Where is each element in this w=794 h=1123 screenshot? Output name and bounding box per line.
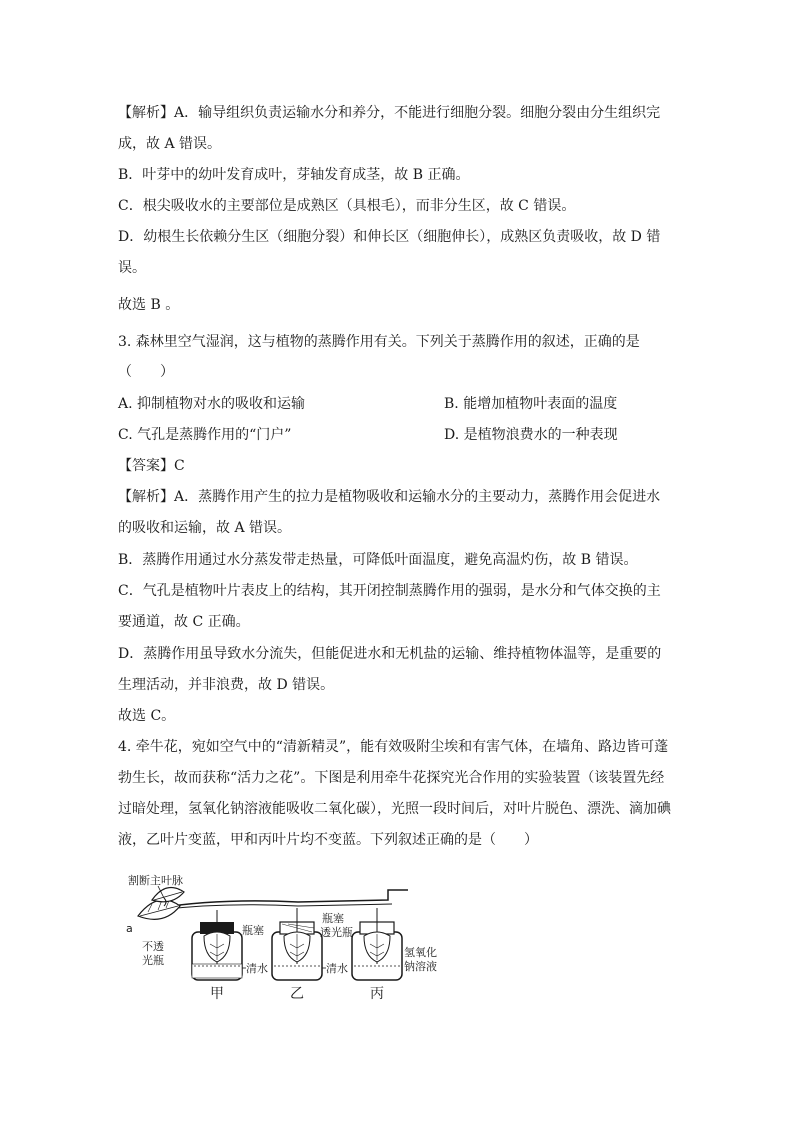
label-naoh-1: 氢氧化 [404, 946, 437, 959]
label-naoh-2: 钠溶液 [404, 960, 437, 973]
vine-stem-outline [158, 904, 392, 910]
q3-explanation-line-6: D．蒸腾作用虽导致水分流失，但能促进水和无机盐的运输、维持植物体温等，是重要的 [118, 646, 662, 662]
q3-explanation-line-1: 【解析】A．蒸腾作用产生的拉力是植物吸收和运输水分的主要动力，蒸腾作用会促进水 [118, 489, 661, 505]
q3-explanation-line-3: B．蒸腾作用通过水分蒸发带走热量，可降低叶面温度，避免高温灼伤，故 B 错误。 [118, 552, 638, 568]
q3-stem-line-2: （ ） [118, 364, 174, 380]
q3-conclusion: 故选 C。 [118, 708, 176, 724]
q3-explanation-line-5: 要通道，故 C 正确。 [118, 614, 250, 630]
q4-stem-line-4: 液，乙叶片变蓝，甲和丙叶片均不变蓝。下列叙述正确的是（ ） [118, 832, 538, 848]
label-transparent-jar: 透光瓶 [320, 926, 353, 939]
q2-explanation-line-1: 【解析】A．输导组织负责运输水分和养分，不能进行细胞分裂。细胞分裂由分生组织完 [118, 105, 661, 121]
q3-answer: 【答案】C [118, 458, 185, 474]
q3-explanation-line-7: 生理活动，并非浪费，故 D 错误。 [118, 677, 335, 693]
label-jia: 甲 [210, 986, 224, 1002]
q3-option-d: D. 是植物浪费水的一种表现 [444, 427, 618, 443]
q4-stem-line-1: 4. 牵牛花，宛如空气中的“清新精灵”，能有效吸附尘埃和有害气体，在墙角、路边皆可蓬 [118, 739, 669, 755]
label-water-1: 清水 [246, 962, 268, 975]
q4-stem-line-2: 勃生长，故而获称“活力之花”。下图是利用牵牛花探究光合作用的实验装置（该装置先经 [118, 770, 665, 786]
q2-explanation-line-2: 成，故 A 错误。 [118, 136, 222, 152]
q3-explanation-line-2: 的吸收和运输，故 A 错误。 [118, 520, 292, 536]
label-a: a [126, 922, 133, 935]
label-stopper-2: 瓶塞 [322, 912, 344, 925]
label-bing: 丙 [370, 986, 384, 1002]
jar-bing [352, 908, 402, 980]
q3-option-c: C. 气孔是蒸腾作用的“门户” [118, 427, 292, 443]
experiment-diagram [118, 870, 438, 1010]
q2-explanation-line-4: C．根尖吸收水的主要部位是成熟区（具根毛），而非分生区，故 C 错误。 [118, 198, 576, 214]
label-yi: 乙 [290, 986, 304, 1002]
label-cut-main-vein: 割断主叶脉 [128, 874, 183, 887]
label-stopper-1: 瓶塞 [242, 924, 264, 937]
q4-stem-line-3: 过暗处理，氢氧化钠溶液能吸收二氧化碳），光照一段时间后，对叶片脱色、漂洗、滴加碘 [118, 801, 671, 817]
label-opaque-2: 光瓶 [142, 954, 164, 967]
q2-explanation-line-3: B．叶芽中的幼叶发育成叶，芽轴发育成茎，故 B 正确。 [118, 167, 470, 183]
jar-jia [192, 910, 242, 980]
q2-conclusion: 故选 B 。 [118, 297, 180, 313]
label-water-2: 清水 [326, 962, 348, 975]
q2-explanation-line-5: D．幼根生长依赖分生区（细胞分裂）和伸长区（细胞伸长），成熟区负责吸收，故 D 错 [118, 229, 661, 245]
q3-explanation-line-4: C．气孔是植物叶片表皮上的结构，其开闭控制蒸腾作用的强弱，是水分和气体交换的主 [118, 583, 661, 599]
q2-explanation-line-6: 误。 [118, 260, 146, 276]
q3-stem-line-1: 3. 森林里空气湿润，这与植物的蒸腾作用有关。下列关于蒸腾作用的叙述，正确的是 [118, 334, 640, 350]
q3-option-a: A. 抑制植物对水的吸收和运输 [118, 396, 306, 412]
jar-yi [272, 908, 322, 980]
q3-option-b: B. 能增加植物叶表面的温度 [444, 396, 618, 412]
photosynthesis-experiment-figure [118, 870, 438, 1010]
label-opaque-1: 不透 [142, 940, 164, 953]
